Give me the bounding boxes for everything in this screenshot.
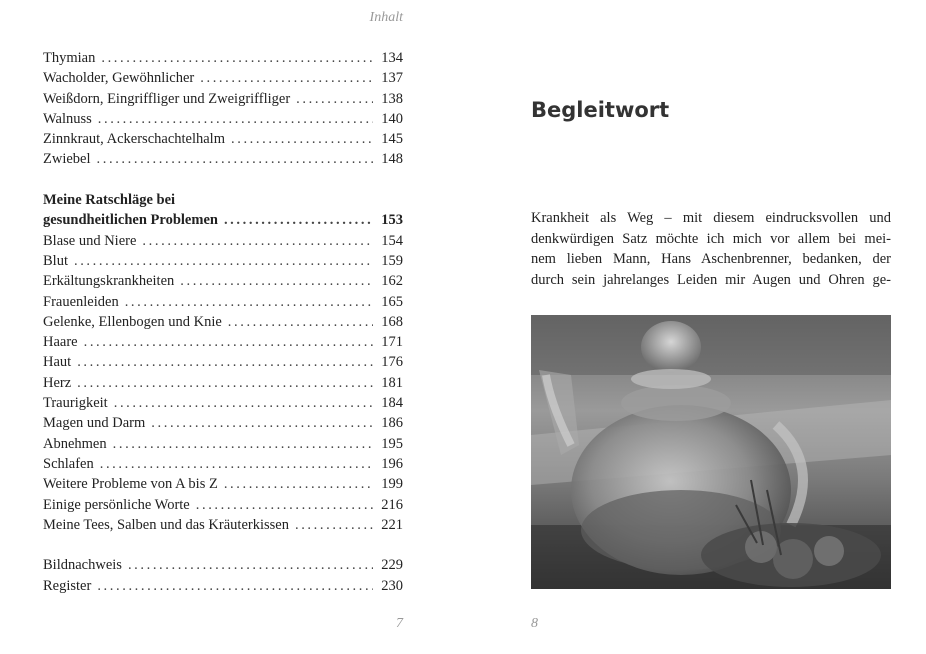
toc-leader-dots (77, 373, 373, 393)
section-title[interactable]: Meine Ratschläge bei (43, 192, 176, 209)
toc-leader-dots (142, 231, 373, 251)
toc-entry[interactable] (43, 292, 403, 312)
toc-entry-label: Haare (43, 334, 78, 351)
toc-page-number: 181 (381, 374, 403, 391)
toc-entry[interactable] (43, 352, 403, 372)
toc-page-number: 186 (381, 415, 403, 432)
toc-entry[interactable] (43, 495, 403, 515)
toc-page-number: 229 (381, 557, 403, 574)
running-header: Inhalt (369, 10, 403, 25)
toc-leader-dots (84, 332, 373, 352)
toc-leader-dots (224, 474, 373, 494)
toc-page-number: 140 (381, 110, 403, 127)
toc-entry-label: Traurigkeit (43, 395, 108, 412)
toc-entry[interactable] (43, 576, 403, 596)
toc-entry[interactable] (43, 454, 403, 474)
toc-page-number: 184 (381, 395, 403, 412)
toc-entry-label: Gelenke, Ellenbogen und Knie (43, 313, 222, 330)
toc-entry[interactable] (43, 474, 403, 494)
toc-page-number: 165 (381, 293, 403, 310)
toc-page-number: 145 (381, 131, 403, 148)
toc-leader-dots (196, 495, 373, 515)
toc-leader-dots (228, 312, 373, 332)
toc-entry-label: Herz (43, 374, 72, 391)
toc-entry[interactable] (43, 434, 403, 454)
toc-entry-label: Weitere Probleme von A bis Z (43, 476, 218, 493)
text-line: durch sein jahrelanges Leiden mir Augen und Ohren ge- (531, 271, 891, 288)
toc-entry-label: Walnuss (43, 110, 92, 127)
text-line: nem lieben Mann, Hans Aschenbrenner, bedanken, der (531, 251, 891, 267)
toc-entry[interactable] (43, 332, 403, 352)
table-of-contents (43, 48, 403, 596)
toc-entry[interactable] (43, 555, 403, 575)
text-line: Krankheit als Weg – mit diesem eindrucksvollen und (531, 210, 891, 226)
toc-entry-label: Blase und Niere (43, 232, 137, 249)
toc-page-number: 176 (381, 354, 403, 371)
toc-leader-dots (180, 271, 373, 291)
toc-entry-label: Schlafen (43, 455, 94, 472)
toc-leader-dots (296, 89, 373, 109)
toc-leader-dots (151, 413, 373, 433)
right-page (463, 0, 926, 654)
toc-entry-label: Haut (43, 354, 72, 371)
toc-leader-dots (98, 109, 373, 129)
toc-entry-label: Blut (43, 252, 68, 269)
toc-entry-label: Abnehmen (43, 435, 107, 452)
toc-entry[interactable] (43, 89, 403, 109)
spacer (43, 535, 403, 555)
toc-page-number: 168 (381, 313, 403, 330)
toc-page-number: 159 (381, 252, 403, 269)
teapot-photo (531, 315, 891, 589)
toc-page-number: 230 (381, 577, 403, 594)
toc-entry-label: Zinnkraut, Ackerschachtelhalm (43, 131, 225, 148)
toc-entry[interactable] (43, 149, 403, 169)
page-number: 7 (396, 616, 403, 631)
toc-leader-dots (200, 68, 373, 88)
toc-page-number: 154 (381, 232, 403, 249)
toc-entry-label: Register (43, 577, 92, 594)
toc-entry[interactable] (43, 393, 403, 413)
toc-leader-dots (97, 576, 373, 596)
toc-page-number: 221 (381, 516, 403, 533)
toc-leader-dots (125, 292, 373, 312)
body-paragraph (531, 208, 891, 290)
toc-leader-dots (74, 251, 373, 271)
section-title-entry[interactable] (43, 210, 403, 230)
toc-page-number: 171 (381, 334, 403, 351)
toc-entry[interactable] (43, 48, 403, 68)
toc-entry-label: Meine Tees, Salben und das Kräuterkissen (43, 516, 289, 533)
toc-leader-dots (224, 210, 373, 230)
toc-leader-dots (77, 352, 373, 372)
toc-entry-label: Wacholder, Gewöhnlicher (43, 70, 195, 87)
toc-page-number: 216 (381, 496, 403, 513)
toc-entry-label: Bildnachweis (43, 557, 122, 574)
toc-leader-dots (295, 515, 373, 535)
toc-entry-label: Zwiebel (43, 151, 91, 168)
toc-leader-dots (231, 129, 373, 149)
toc-leader-dots (97, 149, 373, 169)
toc-entry[interactable] (43, 109, 403, 129)
toc-entry[interactable] (43, 373, 403, 393)
toc-page-number: 138 (381, 90, 403, 107)
toc-page-number: 137 (381, 70, 403, 87)
toc-entry-label: Magen und Darm (43, 415, 146, 432)
toc-leader-dots (128, 555, 373, 575)
toc-entry[interactable] (43, 129, 403, 149)
page-number: 8 (531, 616, 538, 631)
toc-entry-label: Frauenleiden (43, 293, 119, 310)
toc-entry-label: Erkältungskrankheiten (43, 273, 175, 290)
toc-page-number: 153 (381, 212, 403, 229)
toc-entry-label: Einige persönliche Worte (43, 496, 190, 513)
chapter-heading: Begleitwort (531, 98, 670, 122)
toc-entry[interactable] (43, 515, 403, 535)
toc-page-number: 196 (381, 455, 403, 472)
toc-entry[interactable] (43, 68, 403, 88)
toc-entry[interactable] (43, 231, 403, 251)
toc-entry-label: Weißdorn, Eingriffliger und Zweigriffliger (43, 90, 291, 107)
toc-page-number: 134 (381, 50, 403, 66)
toc-entry[interactable] (43, 413, 403, 433)
toc-leader-dots (114, 393, 373, 413)
toc-entry[interactable] (43, 312, 403, 332)
toc-leader-dots (101, 48, 373, 68)
toc-entry[interactable] (43, 271, 403, 291)
toc-entry-label: gesundheitlichen Problemen (43, 212, 218, 229)
toc-entry[interactable] (43, 251, 403, 271)
toc-leader-dots (100, 454, 373, 474)
toc-leader-dots (113, 434, 373, 454)
toc-page-number: 195 (381, 435, 403, 452)
toc-page-number: 199 (381, 476, 403, 493)
toc-page-number: 148 (381, 151, 403, 168)
text-line: denkwürdigen Satz möchte ich mich vor allem bei mei- (531, 230, 891, 247)
toc-entry-label: Thymian (43, 50, 96, 66)
toc-page-number: 162 (381, 273, 403, 290)
spacer (43, 170, 403, 190)
